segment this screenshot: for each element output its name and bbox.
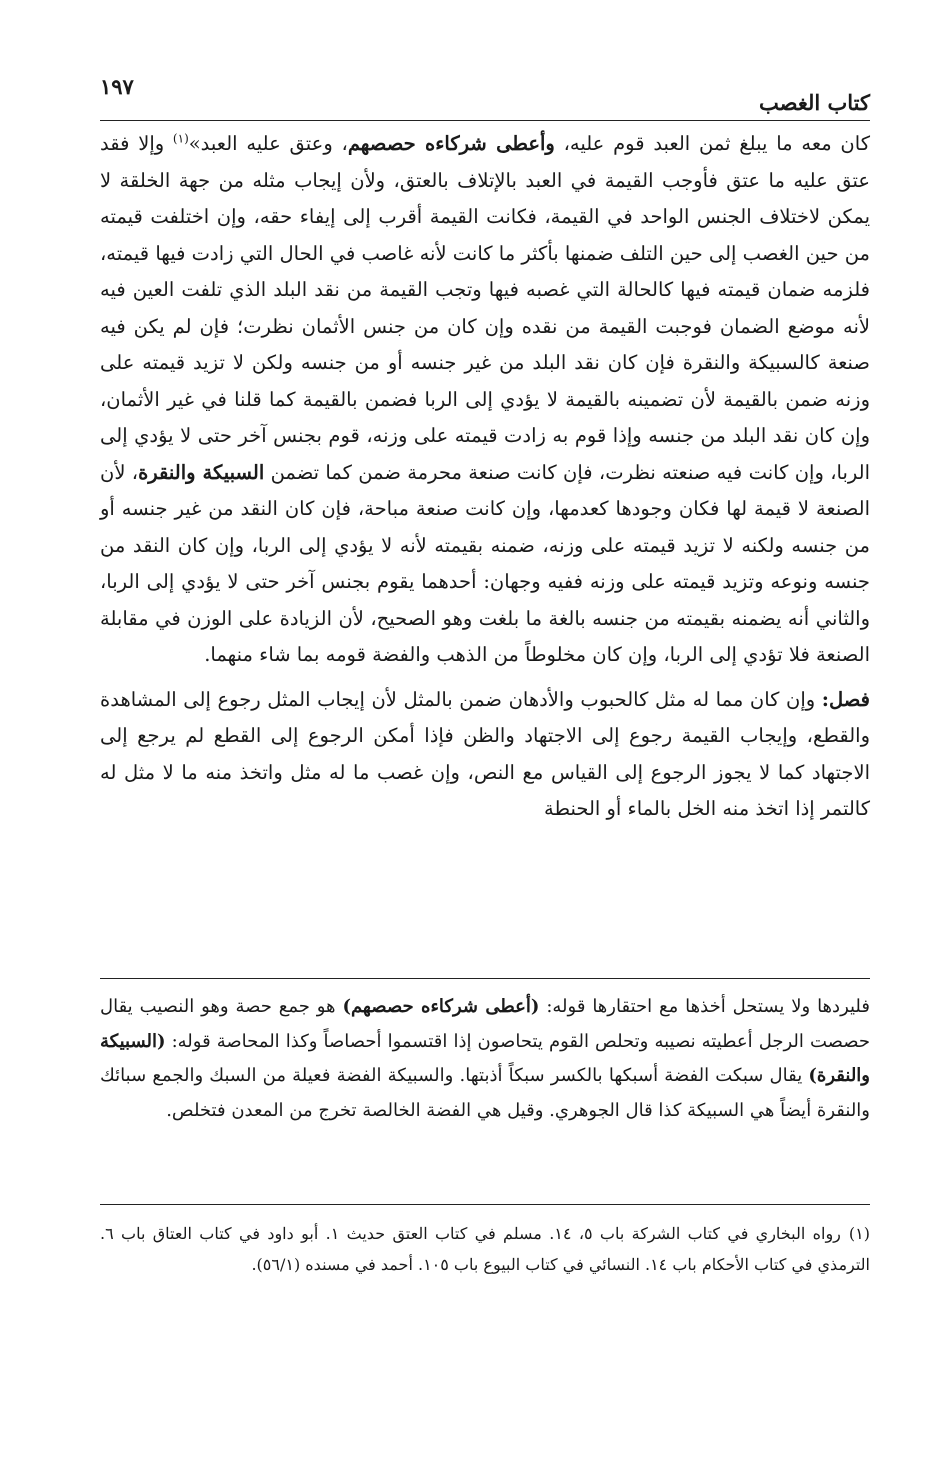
commentary-part-a: فليردها ولا يستحل أخذها مع احتقارها قوله: (539, 996, 870, 1017)
chapter-title: كتاب الغصب (758, 90, 870, 115)
para2-text: وإن كان مما له مثل كالحبوب والأدهان ضمن بالمثل لأن إيجاب المثل رجوع إلى المشاهدة والقطع، وإيجاب القيمة رجوع إلى الاجتهاد والظن فإذا أمكن الرجوع إلى القطع لم يرجع إلى الاجتهاد كما لا يجوز الرجوع إلى القياس مع النص، وإن غصب ما له مثل واتخذ منه ما لا مثل له كالتمر إذا اتخذ منه الخل بالماء أو الحنطة (100, 687, 870, 820)
footnote-divider (100, 1204, 870, 1205)
footnote-marker: (١) (848, 1224, 871, 1243)
para1-bold-phrase: وأعطى شركاءه حصصهم (347, 132, 555, 155)
para1-part-a: كان معه ما يبلغ ثمن العبد قوم عليه، (554, 132, 870, 155)
commentary-divider (100, 978, 870, 979)
main-text (100, 126, 870, 828)
footnote-text: رواه البخاري في كتاب الشركة باب ٥، ١٤. مسلم في كتاب العتق حديث ١. أبو داود في كتاب العتاق باب ٦. الترمذي في كتاب الأحكام باب ١٤. النسائي في كتاب البيوع باب ١٠٥. أحمد في مسنده (٥٦/١). (100, 1224, 870, 1274)
para1-bold-term: السبيكة والنقرة (138, 460, 265, 484)
commentary-part-c: هو جمع حصة وهو النصيب يقال حصصت الرجل أعطيته نصيبه وتحلص القوم يتحاصون إذا اقتسموا أحصاصاً وكذا المحاصة قوله: (100, 996, 870, 1052)
footnote-reference[interactable]: (١) (172, 131, 189, 146)
para1-part-f: ، لأن الصنعة لا قيمة لها فكان وجودها كعدمها، وإن كانت صنعة مباحة، فإن كان النقد من غير جنسه أو من جنسه ولكنه لا تزيد قيمته على وزنه، ضمنه بقيمته لأنه لا يؤدي إلى الربا، وإن كان النقد من جنسه ونوعه وتزيد قيمته على وزنه ففيه وجهان: أحدهما يقوم بجنس آخر حتى لا يؤدي إلى الربا، والثاني أنه يضمنه بقيمته من جنسه بالغة ما بلغت وهو الصحيح، لأن الزيادة على الوزن في مقابلة الصنعة فلا تؤدي إلى الربا، وإن كان مخلوطاً من الذهب والفضة قومه بما شاء منهما. (100, 460, 870, 666)
header-rule (100, 120, 870, 121)
commentary-term-1: (أعطى شركاءه حصصهم) (342, 996, 540, 1017)
paragraph-1 (100, 126, 870, 674)
page-number: ١٩٧ (100, 74, 134, 99)
page-header (100, 72, 870, 122)
commentary (100, 990, 870, 1128)
para1-part-d: وإلا فقد عتق عليه ما عتق فأوجب القيمة في العبد بالإتلاف بالعتق، ولأن إيجاب مثله من جهة الخلقة لا يمكن لاختلاف الجنس الواحد في القيمة، فكانت القيمة أقرب إلى إيفاء حقه، وإن اختلفت قيمته من حين الغصب إلى حين التلف ضمنها بأكثر ما كانت لأنه غاصب في الحال التي زادت فيها قيمته، فلزمه ضمان قيمته فيها كالحالة التي غصبه فيها وتجب القيمة من نقد البلد الذي تلفت العين فيه لأنه موضع الضمان فوجبت القيمة من نقده وإن كان من جنس الأثمان نظرت؛ فإن لم يكن فيه صنعة كالسبيكة والنقرة فإن كان نقد البلد من غير جنسه أو من جنسه ولكن لا تزيد قيمته على وزنه ضمن بالقيمة لأن تضمينه بالقيمة لا يؤدي إلى الربا فضمن بالقيمة كما قلنا في غير الأثمان، وإن كان نقد البلد من جنسه وإذا قوم به زادت قيمته على وزنه، قوم بجنس آخر حتى لا يؤدي إلى الربا، وإن كانت فيه صنعته نظرت، فإن كانت صنعة محرمة ضمن كما تضمن (100, 132, 870, 484)
commentary-part-e: يقال سبكت الفضة أسبكها بالكسر سبكاً أذبتها. والسبيكة الفضة فعيلة من السبك والجمع سبائك والنقرة أيضاً هي السبيكة كذا قال الجوهري. وقيل هي الفضة الخالصة تخرج من المعدن فتخلص. (100, 1065, 870, 1121)
footnote (100, 1218, 870, 1280)
commentary-term-2: (السبيكة والنقرة) (100, 1030, 870, 1086)
paragraph-2 (100, 682, 870, 828)
section-label: فصل: (821, 687, 870, 711)
para1-part-c: ، وعتق عليه العبد» (188, 132, 348, 155)
